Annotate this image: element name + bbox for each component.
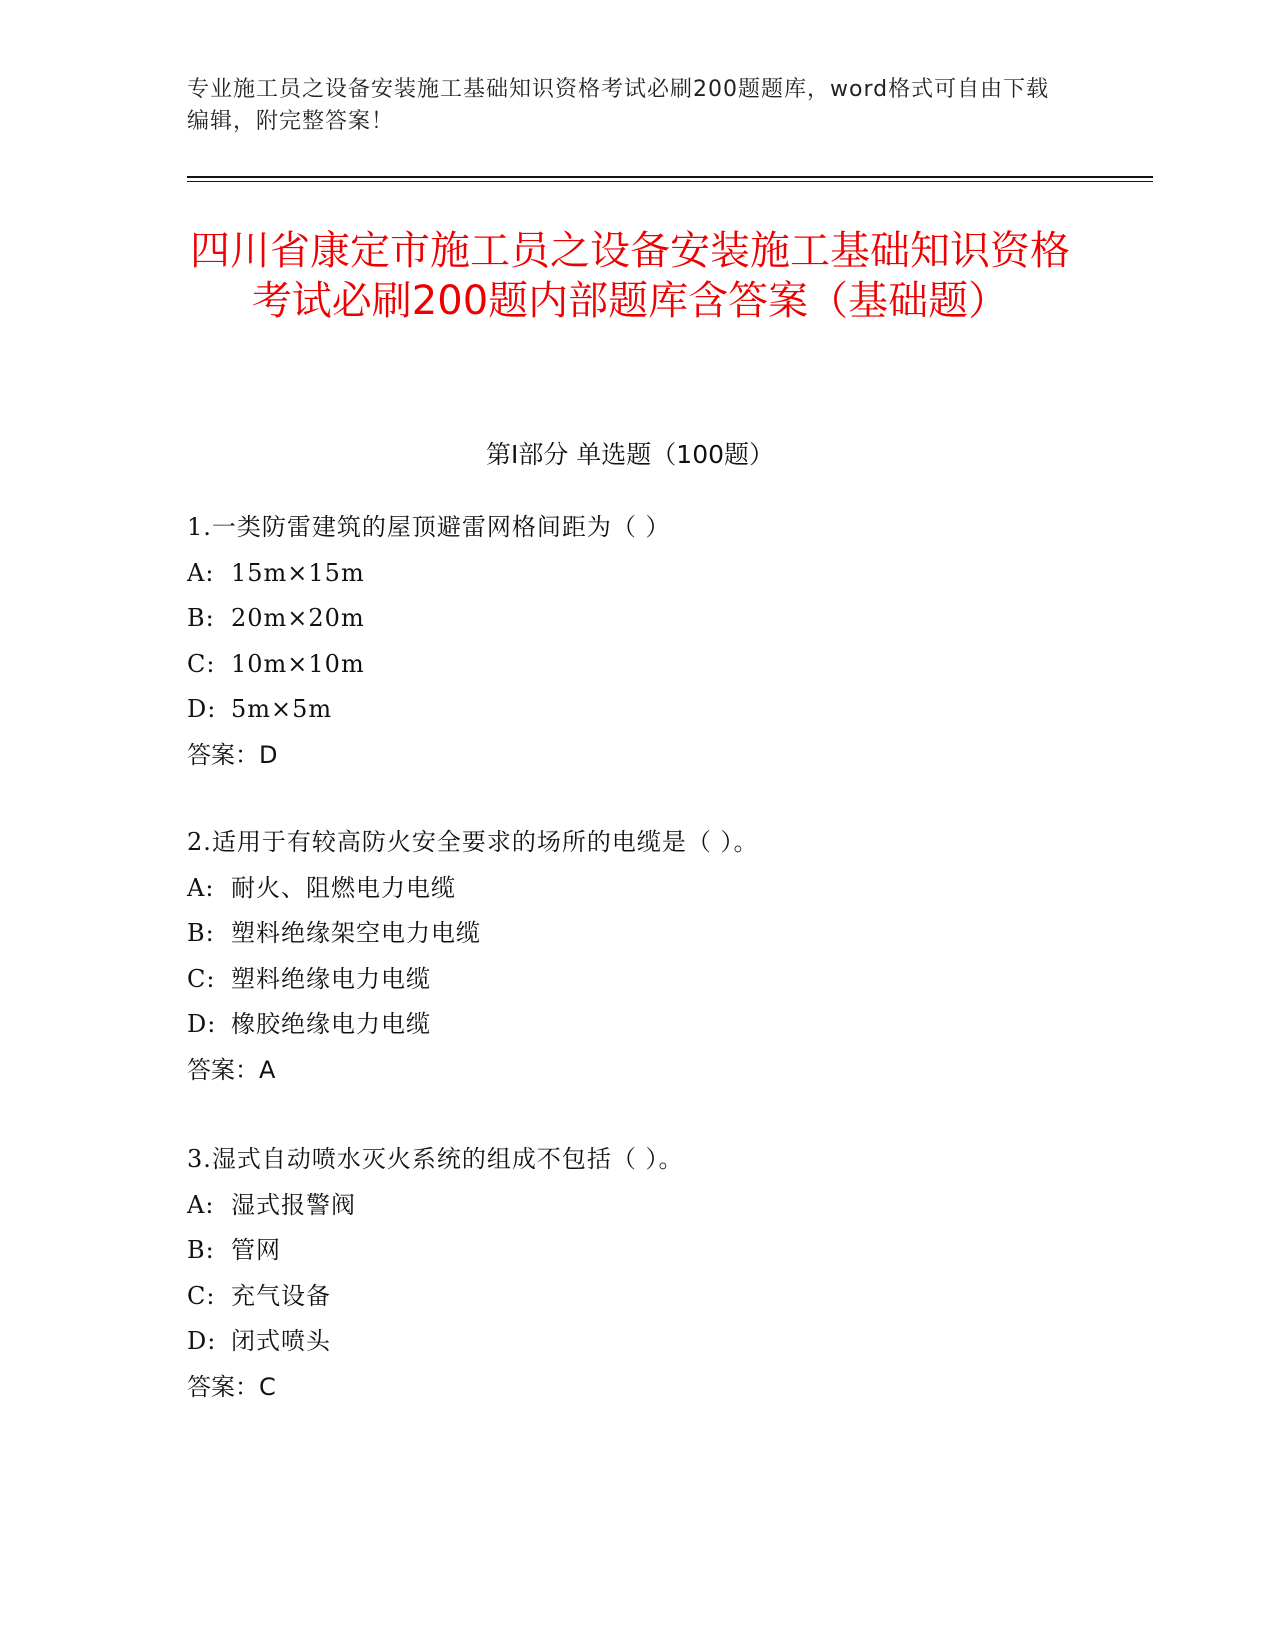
option-d xyxy=(187,687,1087,733)
option-key: A: xyxy=(187,558,215,587)
answer: 答案：C xyxy=(187,1372,276,1401)
option-c xyxy=(187,957,1087,1003)
question-3 xyxy=(187,1137,1087,1410)
option-key: C: xyxy=(187,1281,216,1310)
option-key: C: xyxy=(187,649,216,678)
option-d xyxy=(187,1319,1087,1365)
option-text: 塑料绝缘架空电力电缆 xyxy=(231,919,481,947)
header-divider-thick xyxy=(187,176,1153,178)
option-b xyxy=(187,1228,1087,1274)
option-b xyxy=(187,911,1087,957)
option-c xyxy=(187,642,1087,688)
option-a xyxy=(187,551,1087,597)
option-a xyxy=(187,866,1087,912)
option-text: 20m×20m xyxy=(231,604,365,632)
option-key: D: xyxy=(187,1010,217,1038)
option-text: 橡胶绝缘电力电缆 xyxy=(231,1010,431,1038)
option-key: B: xyxy=(187,604,215,632)
document-title: 四川省康定市施工员之设备安装施工基础知识资格考试必刷200题内部题库含答案（基础题） xyxy=(190,228,1070,324)
question-stem: 2.适用于有较高防火安全要求的场所的电缆是（ ）。 xyxy=(187,828,759,856)
option-c xyxy=(187,1274,1087,1320)
option-b xyxy=(187,596,1087,642)
header-note: 专业施工员之设备安装施工基础知识资格考试必刷200题题库，word格式可自由下载编辑，附完整答案！ xyxy=(187,77,1050,134)
option-key: C: xyxy=(187,964,216,993)
option-text: 湿式报警阀 xyxy=(231,1190,356,1219)
question-1 xyxy=(187,505,1087,778)
question-2 xyxy=(187,820,1087,1093)
option-text: 15m×15m xyxy=(231,558,365,587)
option-d xyxy=(187,1002,1087,1048)
question-stem: 1.一类防雷建筑的屋顶避雷网格间距为（ ） xyxy=(187,513,671,541)
answer: 答案：D xyxy=(187,740,278,769)
section-title: 第Ⅰ部分 单选题（100题） xyxy=(485,440,775,469)
option-key: D: xyxy=(187,1327,217,1355)
question-stem: 3.湿式自动喷水灭火系统的组成不包括（ ）。 xyxy=(187,1145,684,1173)
option-text: 管网 xyxy=(231,1236,281,1264)
option-key: A: xyxy=(187,1190,215,1219)
option-text: 10m×10m xyxy=(231,649,365,678)
option-text: 耐火、阻燃电力电缆 xyxy=(231,873,456,902)
option-key: B: xyxy=(187,1236,215,1264)
option-key: B: xyxy=(187,919,215,947)
header-divider-thin xyxy=(187,181,1153,182)
option-key: D: xyxy=(187,695,217,723)
option-text: 充气设备 xyxy=(231,1281,331,1310)
option-a xyxy=(187,1183,1087,1229)
option-text: 塑料绝缘电力电缆 xyxy=(231,964,431,993)
answer: 答案：A xyxy=(187,1055,276,1084)
option-text: 5m×5m xyxy=(231,695,333,723)
option-key: A: xyxy=(187,873,215,902)
option-text: 闭式喷头 xyxy=(231,1327,331,1355)
